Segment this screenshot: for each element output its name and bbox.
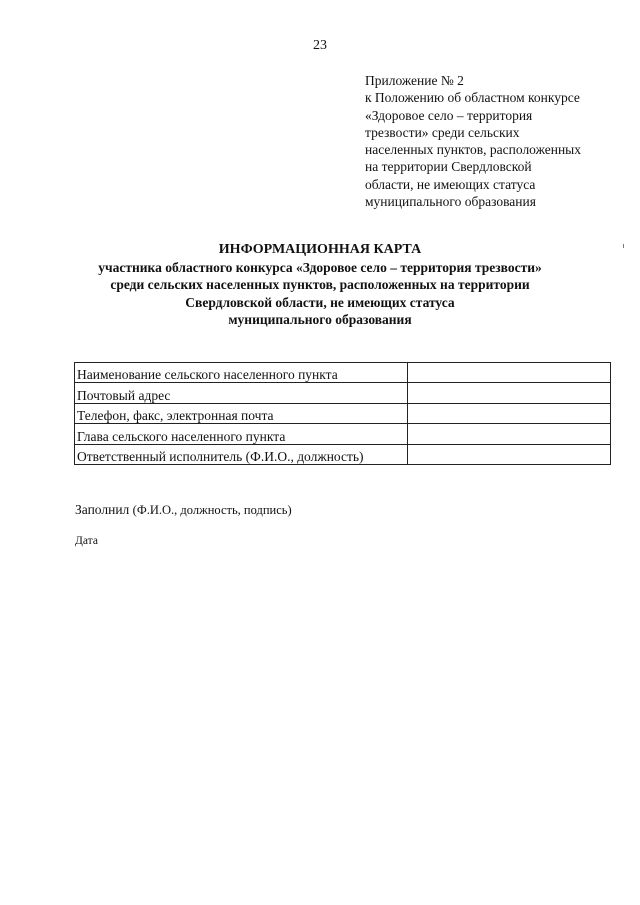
row-value-field[interactable]	[408, 444, 611, 464]
document-subtitle-line: участника областного конкурса «Здоровое село – территория трезвости»	[98, 259, 542, 275]
table-row	[75, 403, 611, 423]
table-row	[75, 383, 611, 403]
document-title: ИНФОРМАЦИОННАЯ КАРТА	[218, 242, 422, 257]
appendix-line: Приложение № 2	[365, 73, 464, 88]
appendix-block	[365, 72, 627, 210]
document-subtitle-line: Свердловской области, не имеющих статуса	[185, 294, 455, 310]
document-subtitle-line: муниципального образования	[228, 312, 412, 327]
row-value-field[interactable]	[408, 383, 611, 403]
table-row	[75, 363, 611, 383]
row-label: Глава сельского населенного пункта	[75, 424, 408, 444]
row-value-field[interactable]	[408, 403, 611, 423]
row-label: Ответственный исполнитель (Ф.И.О., должность)	[75, 444, 408, 464]
appendix-line: трезвости» среди сельских	[365, 124, 520, 140]
filled-by-label: Заполнил	[75, 502, 130, 517]
filled-by-note: (Ф.И.О., должность, подпись)	[132, 503, 292, 517]
appendix-line: населенных пунктов, расположенных	[365, 142, 582, 158]
appendix-line: к Положению об областном конкурсе	[365, 90, 580, 106]
date-label: Дата	[75, 535, 98, 547]
row-value-field[interactable]	[408, 363, 611, 383]
appendix-line: на территории Свердловской	[365, 159, 532, 175]
table-row	[75, 444, 611, 464]
table-row	[75, 424, 611, 444]
row-label: Почтовый адрес	[75, 383, 408, 403]
row-label: Телефон, факс, электронная почта	[75, 403, 408, 423]
appendix-line: муниципального образования	[365, 194, 536, 210]
document-title-block	[0, 241, 640, 329]
row-value-field[interactable]	[408, 424, 611, 444]
info-card-table	[74, 362, 611, 465]
appendix-line: области, не имеющих статуса	[365, 176, 536, 192]
page-number: 23	[313, 38, 327, 53]
document-subtitle-line: среди сельских населенных пунктов, расположенных на территории	[110, 277, 530, 292]
row-label: Наименование сельского населенного пункта	[75, 363, 408, 383]
filled-by-line	[75, 502, 292, 518]
appendix-line: «Здоровое село – территория	[365, 107, 533, 123]
